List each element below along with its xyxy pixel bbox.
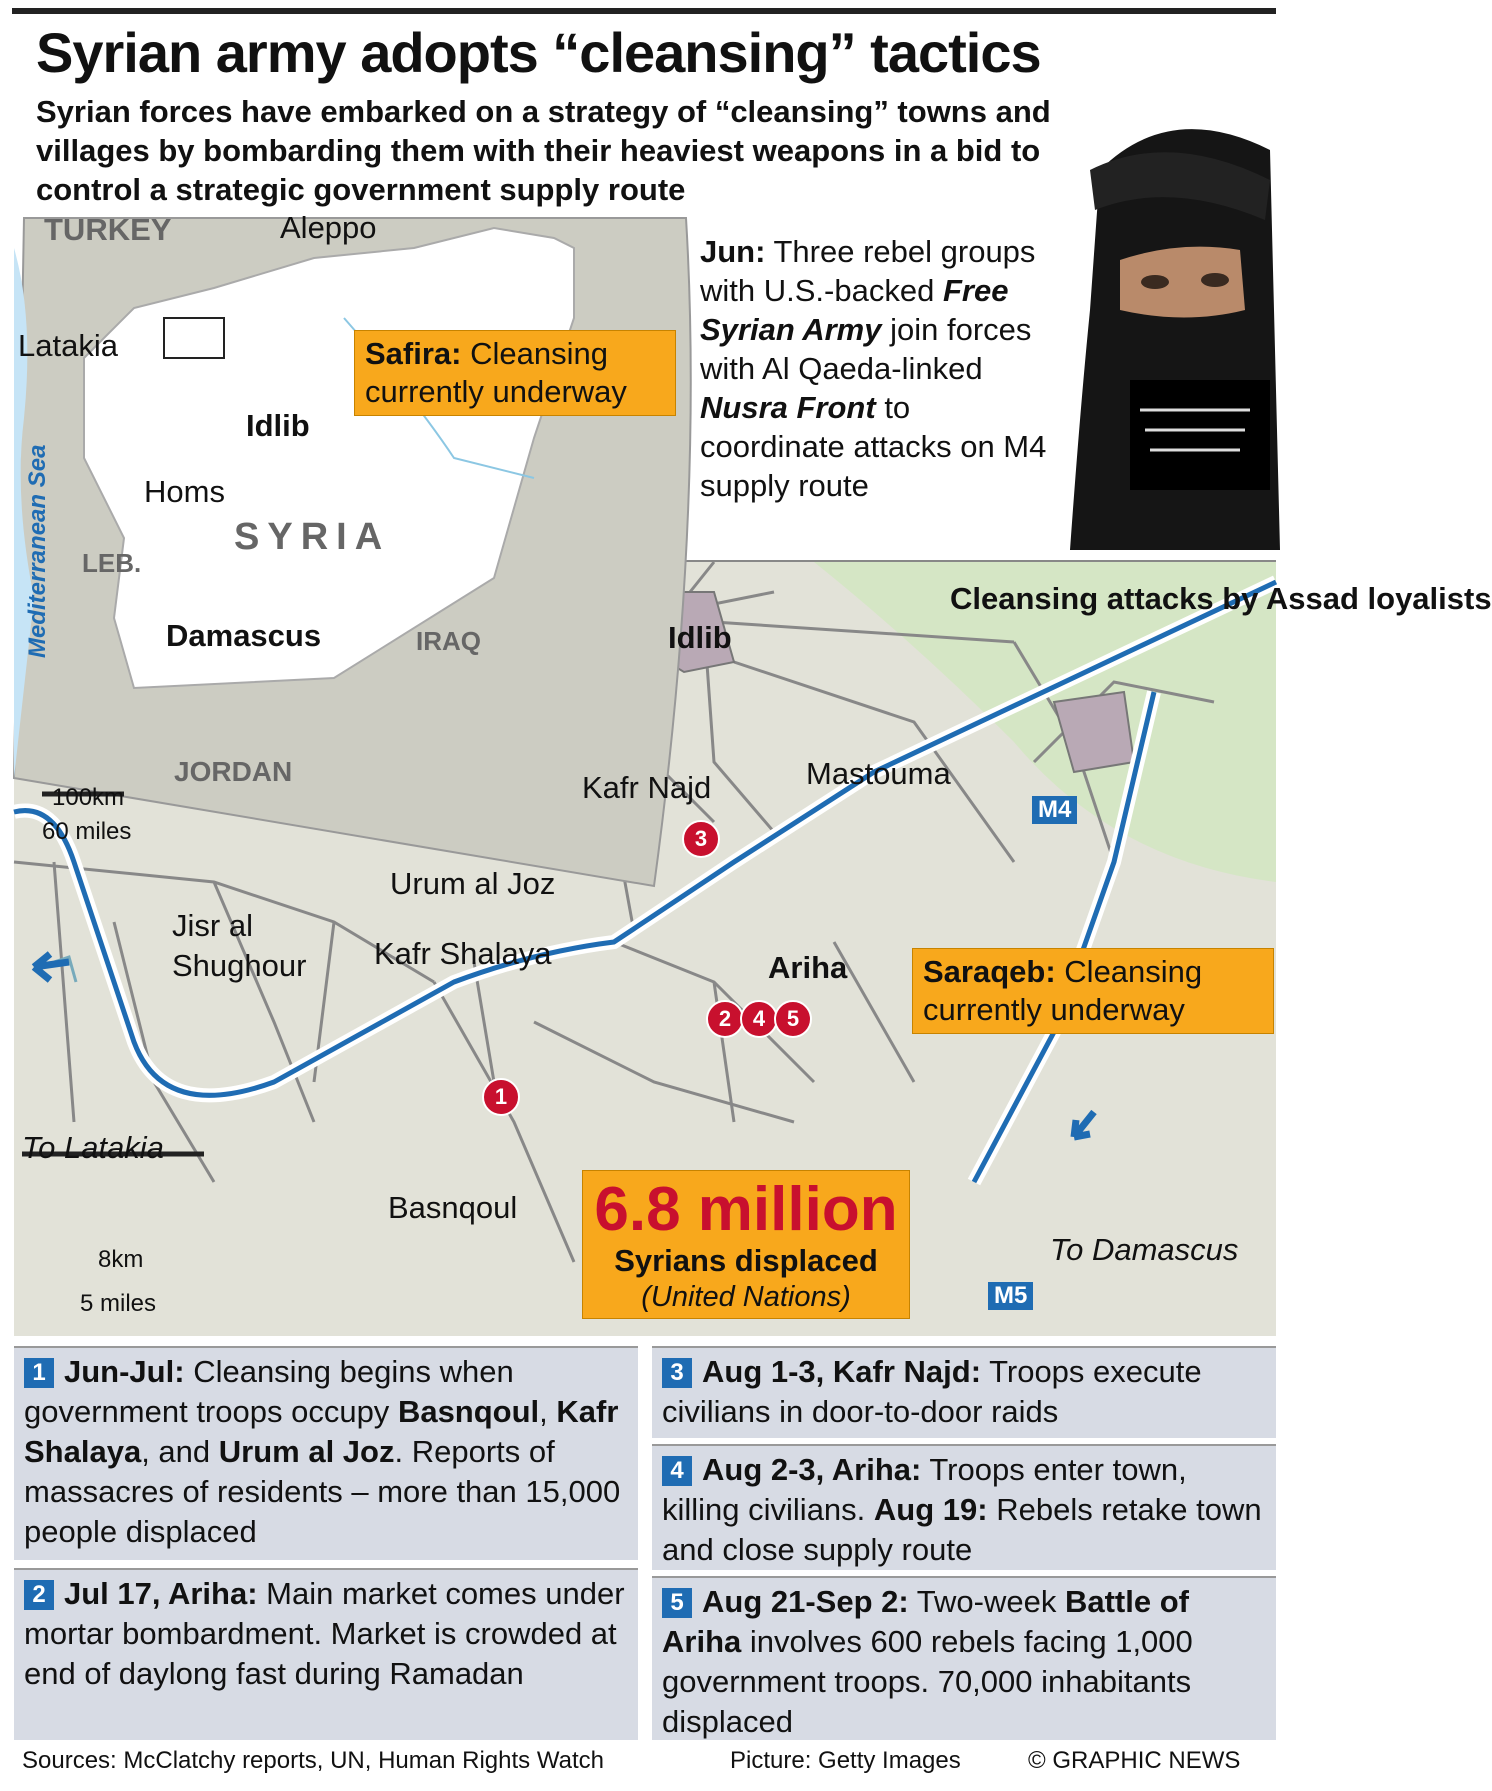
- page-subtitle: Syrian forces have embarked on a strategy of “cleansing” towns and villages by bombarding them with their heaviest weapons in a bid to control a strategic government supply route: [36, 94, 1051, 207]
- inset-jordan-label: JORDAN: [174, 756, 293, 787]
- map-urum-label: Urum al Joz: [390, 866, 556, 901]
- displaced-source: (United Nations): [641, 1281, 851, 1313]
- event-sep-1: ,: [539, 1394, 548, 1429]
- inset-turkey-label: TURKEY: [44, 212, 172, 247]
- event-bold-1: Basnqoul: [397, 1394, 540, 1429]
- event-head: Aug 1-3, Kafr Najd:: [702, 1354, 982, 1389]
- event-tail: involves 600 rebels facing 1,000 government troops. 70,000 inhabitants displaced: [662, 1624, 1193, 1739]
- event-panel-2: [14, 1568, 638, 1740]
- saraqeb-callout: [912, 948, 1274, 1034]
- event-head: Aug 2-3, Ariha:: [702, 1452, 922, 1487]
- map-scale-km: 8km: [98, 1246, 144, 1273]
- event-number: 1: [24, 1358, 54, 1388]
- event-panel-5: [652, 1576, 1276, 1740]
- footer-picture: Picture: Getty Images: [730, 1747, 961, 1774]
- note-text-2: join forces with Al Qaeda-linked: [700, 312, 1032, 386]
- map-jisr-label: Jisr al Shughour: [172, 908, 307, 983]
- event-tail: Rebels retake town and close supply route: [662, 1492, 1262, 1567]
- event-text: Troops execute civilians in door-to-door raids: [662, 1354, 1202, 1429]
- inset-scale-km: 100km: [52, 784, 125, 811]
- event-bold-1: Aug 19:: [873, 1492, 988, 1527]
- inset-latakia-label: Latakia: [18, 328, 118, 363]
- note-text-1: Three rebel groups with U.S.-backed: [700, 234, 1036, 308]
- event-text: Troops enter town, killing civilians.: [662, 1452, 1187, 1527]
- event-bold-3: Urum al Joz: [218, 1434, 395, 1469]
- m4-badge: M4: [1032, 796, 1077, 824]
- inset-homs-label: Homs: [144, 474, 225, 509]
- page-title: Syrian army adopts “cleansing” tactics: [36, 21, 1041, 84]
- footer-sources: Sources: McClatchy reports, UN, Human Rights Watch: [22, 1747, 604, 1774]
- event-marker-2: 2: [706, 1000, 744, 1038]
- footer-copyright: © GRAPHIC NEWS: [1028, 1747, 1241, 1774]
- to-damascus-label: To Damascus: [1050, 1232, 1239, 1267]
- note-fsa: Free Syrian Army: [700, 273, 1009, 347]
- event-number: 2: [24, 1580, 54, 1610]
- note-text-3: to coordinate attacks on M4 supply route: [700, 390, 1047, 503]
- saraqeb-name: Saraqeb:: [923, 954, 1056, 989]
- event-head: Aug 21-Sep 2:: [702, 1584, 909, 1619]
- event-panel-3: [652, 1346, 1276, 1438]
- inset-iraq-label: IRAQ: [416, 626, 481, 656]
- event-number: 4: [662, 1456, 692, 1486]
- event-panel-4: [652, 1444, 1276, 1570]
- fighter-photo: [1060, 110, 1280, 550]
- saraqeb-text: Cleansing currently underway: [923, 954, 1203, 1027]
- event-text: Cleansing begins when government troops occupy: [24, 1354, 514, 1429]
- event-number: 5: [662, 1588, 692, 1618]
- map-idlib-label: Idlib: [668, 620, 732, 655]
- map-mastouma-label: Mastouma: [806, 756, 951, 791]
- inset-damascus-label: Damascus: [166, 618, 322, 653]
- map-ariha-label: Ariha: [768, 950, 848, 985]
- event-text: Two-week: [916, 1584, 1057, 1619]
- displaced-label: Syrians displaced: [614, 1243, 878, 1278]
- to-latakia-label: To Latakia: [22, 1130, 164, 1165]
- event-marker-3: 3: [682, 820, 720, 858]
- june-note: [700, 232, 1060, 505]
- safira-name: Safira:: [365, 336, 462, 371]
- map-basnqoul-label: Basnqoul: [388, 1190, 518, 1225]
- safira-callout: [354, 330, 676, 416]
- event-head: Jul 17, Ariha:: [64, 1576, 258, 1611]
- event-panel-1: [14, 1346, 638, 1560]
- map-legend: Cleansing attacks by Assad loyalists: [950, 581, 1492, 616]
- note-month: Jun:: [700, 234, 766, 269]
- event-head: Jun-Jul:: [64, 1354, 185, 1389]
- inset-scale-mi: 60 miles: [42, 818, 132, 845]
- map-kafr-najd-label: Kafr Najd: [582, 770, 712, 805]
- event-tail: . Reports of massacres of residents – more than 15,000 people displaced: [24, 1434, 621, 1549]
- note-nusra: Nusra Front: [700, 390, 876, 425]
- map-kafr-shalaya-label: Kafr Shalaya: [374, 936, 552, 971]
- inset-idlib-label: Idlib: [246, 408, 310, 443]
- displaced-number: 6.8 million: [594, 1175, 898, 1244]
- event-marker-5: 5: [774, 1000, 812, 1038]
- displaced-box: [582, 1170, 910, 1319]
- event-text: Main market comes under mortar bombardment. Market is crowded at end of daylong fast during Ramadan: [24, 1576, 625, 1691]
- event-marker-1: 1: [482, 1078, 520, 1116]
- m5-badge: M5: [988, 1282, 1033, 1310]
- event-bold-1: Battle of Ariha: [662, 1584, 1189, 1659]
- event-marker-4: 4: [740, 1000, 778, 1038]
- map-scale-mi: 5 miles: [80, 1290, 157, 1317]
- event-sep-2: , and: [141, 1434, 211, 1469]
- event-number: 3: [662, 1358, 692, 1388]
- event-bold-2: Kafr Shalaya: [24, 1394, 619, 1469]
- inset-aleppo-label: Aleppo: [280, 210, 377, 245]
- inset-syria-label: SYRIA: [234, 516, 391, 558]
- inset-sea-label: Mediterranean Sea: [24, 444, 51, 658]
- top-rule: [12, 8, 1276, 14]
- inset-leb-label: LEB.: [82, 548, 142, 578]
- safira-text: Cleansing currently underway: [365, 336, 627, 409]
